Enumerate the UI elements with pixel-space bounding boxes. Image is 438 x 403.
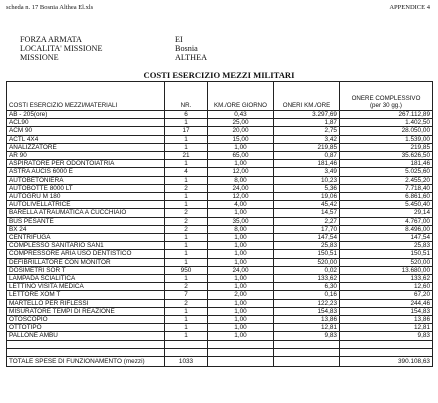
cell-nr: 1 <box>165 242 208 250</box>
table-header-row <box>7 82 433 111</box>
cell-km-giorno: 1,00 <box>208 332 274 340</box>
cell-name: ANALIZZATORE <box>7 143 165 151</box>
cell-nr: 21 <box>165 152 208 160</box>
table-row <box>7 111 433 119</box>
cell-km-giorno: 1,00 <box>208 324 274 332</box>
cell-km-giorno: 8,00 <box>208 225 274 233</box>
cell-nr: 1 <box>165 307 208 315</box>
cell-name: ACTL 4X4 <box>7 135 165 143</box>
cell-nr: 7 <box>165 291 208 299</box>
cell-oneri: 25,83 <box>274 242 340 250</box>
total-label: TOTALE SPESE DI FUNZIONAMENTO (mezzi) <box>7 356 165 366</box>
cell-km-giorno: 0,43 <box>208 111 274 119</box>
cell-complessivo: 5.450,40 <box>340 201 433 209</box>
cell-name: ASPIRATORE PER ODONTOIATRIA <box>7 160 165 168</box>
cell-complessivo: 244,46 <box>340 299 433 307</box>
cell-oneri: 133,62 <box>274 275 340 283</box>
column-header-km-giorno: KM./ORE GIORNO <box>208 82 274 111</box>
blank-row <box>7 348 433 356</box>
cell-complessivo: 13,86 <box>340 316 433 324</box>
cell-complessivo: 12,81 <box>340 324 433 332</box>
cell-nr: 2 <box>165 184 208 192</box>
cell-nr: 1 <box>165 250 208 258</box>
cell-name: LAMPADA SCIALITICA <box>7 275 165 283</box>
cell-name: AUTOBETONIERA <box>7 176 165 184</box>
cell-name: COMPLESSO SANITARIO SAN1 <box>7 242 165 250</box>
cell-nr: 1 <box>165 258 208 266</box>
mission-info <box>20 35 207 63</box>
cell-km-giorno: 1,00 <box>208 250 274 258</box>
cell-oneri: 45,42 <box>274 201 340 209</box>
cell-km-giorno: 2,00 <box>208 291 274 299</box>
cell-nr: 950 <box>165 266 208 274</box>
cell-oneri: 219,85 <box>274 143 340 151</box>
meta-label: LOCALITA' MISSIONE <box>20 44 103 54</box>
column-header-complessivo-period: (per 30 gg.) <box>370 102 402 109</box>
cell-name: PALLONE AMBU <box>7 332 165 340</box>
cell-complessivo: 35.626,50 <box>340 152 433 160</box>
cell-km-giorno: 1,00 <box>208 275 274 283</box>
cell-km-giorno: 8,00 <box>208 176 274 184</box>
cell-complessivo: 150,51 <box>340 250 433 258</box>
table-row <box>7 152 433 160</box>
meta-value: Bosnia <box>175 44 198 54</box>
cell-nr: 1 <box>165 119 208 127</box>
cell-oneri: 12,81 <box>274 324 340 332</box>
cell-oneri: 150,51 <box>274 250 340 258</box>
table-row <box>7 217 433 225</box>
cell-oneri: 13,86 <box>274 316 340 324</box>
cell-km-giorno: 1,00 <box>208 143 274 151</box>
cell-complessivo: 67,20 <box>340 291 433 299</box>
cell-complessivo: 2.455,20 <box>340 176 433 184</box>
cell-name: AUTOBOTTE 8000 LT <box>7 184 165 192</box>
table-row <box>7 193 433 201</box>
table-row <box>7 316 433 324</box>
cell-complessivo: 12,60 <box>340 283 433 291</box>
cell-oneri: 3,49 <box>274 168 340 176</box>
table-row <box>7 250 433 258</box>
cell-km-giorno: 1,00 <box>208 160 274 168</box>
cell-complessivo: 1.402,50 <box>340 119 433 127</box>
cell-nr: 1 <box>165 332 208 340</box>
meta-value: ALTHEA <box>175 53 207 63</box>
cell-km-giorno: 1,00 <box>208 209 274 217</box>
column-header-oneri: ONERI KM./ORE <box>274 82 340 111</box>
cell-name: ACL90 <box>7 119 165 127</box>
cell-name: MARTELLO PER RIFLESSI <box>7 299 165 307</box>
cell-km-giorno: 12,00 <box>208 193 274 201</box>
cell-complessivo: 7.718,40 <box>340 184 433 192</box>
column-header-complessivo-label: ONERE COMPLESSIVO <box>351 95 421 102</box>
table-row <box>7 242 433 250</box>
table-row <box>7 234 433 242</box>
meta-row-localita <box>20 44 207 53</box>
cell-oneri: 0,02 <box>274 266 340 274</box>
cell-oneri: 3,42 <box>274 135 340 143</box>
cell-km-giorno: 4,00 <box>208 201 274 209</box>
cell-name: COMPRESSORE ARIA USO DENTISTICO <box>7 250 165 258</box>
cell-km-giorno: 1,00 <box>208 316 274 324</box>
cell-complessivo: 8.496,00 <box>340 225 433 233</box>
cell-oneri: 2,27 <box>274 217 340 225</box>
cell-oneri: 17,70 <box>274 225 340 233</box>
cell-km-giorno: 1,00 <box>208 242 274 250</box>
cell-nr: 1 <box>165 275 208 283</box>
table-row <box>7 160 433 168</box>
blank-row <box>7 340 433 348</box>
cell-complessivo: 9,83 <box>340 332 433 340</box>
table-row <box>7 176 433 184</box>
table-row <box>7 324 433 332</box>
cell-nr: 17 <box>165 127 208 135</box>
cell-nr: 2 <box>165 299 208 307</box>
cell-nr: 1 <box>165 160 208 168</box>
cell-complessivo: 267.112,89 <box>340 111 433 119</box>
meta-label: FORZA ARMATA <box>20 35 82 44</box>
cell-km-giorno: 35,00 <box>208 217 274 225</box>
table-row <box>7 291 433 299</box>
cell-oneri: 147,54 <box>274 234 340 242</box>
table-row <box>7 225 433 233</box>
table-row <box>7 307 433 315</box>
cell-oneri: 520,00 <box>274 258 340 266</box>
table-row <box>7 258 433 266</box>
column-header-nr: NR. <box>165 82 208 111</box>
cell-nr: 1 <box>165 135 208 143</box>
cell-complessivo: 25,83 <box>340 242 433 250</box>
cell-complessivo: 133,62 <box>340 275 433 283</box>
cell-name: AR 90 <box>7 152 165 160</box>
cell-complessivo: 520,00 <box>340 258 433 266</box>
cell-nr: 6 <box>165 111 208 119</box>
cell-oneri: 2,75 <box>274 127 340 135</box>
total-amount: 390.108,63 <box>340 356 433 366</box>
cell-oneri: 181,46 <box>274 160 340 168</box>
cell-name: BUS PESANTE <box>7 217 165 225</box>
cell-oneri: 5,36 <box>274 184 340 192</box>
cell-name: LETTORE XOM T <box>7 291 165 299</box>
table-row <box>7 127 433 135</box>
meta-row-missione <box>20 53 207 62</box>
table-row <box>7 283 433 291</box>
cell-name: DEFIBRILLATORE CON MONITOR <box>7 258 165 266</box>
table-row <box>7 209 433 217</box>
cell-km-giorno: 24,00 <box>208 266 274 274</box>
cell-name: OTTOTIPO <box>7 324 165 332</box>
meta-row-forza-armata <box>20 35 207 44</box>
cell-km-giorno: 65,00 <box>208 152 274 160</box>
table-row <box>7 135 433 143</box>
cell-nr: 1 <box>165 324 208 332</box>
column-header-name: COSTI ESERCIZIO MEZZI/MATERIALI <box>7 82 165 111</box>
cell-oneri: 154,83 <box>274 307 340 315</box>
column-header-complessivo <box>340 82 433 111</box>
cell-name: AUTOLIVELLATRICE <box>7 201 165 209</box>
table-row <box>7 143 433 151</box>
table-row <box>7 299 433 307</box>
cell-oneri: 6,30 <box>274 283 340 291</box>
table-row <box>7 184 433 192</box>
cell-km-giorno: 24,00 <box>208 184 274 192</box>
cell-complessivo: 13.680,00 <box>340 266 433 274</box>
cell-oneri: 122,23 <box>274 299 340 307</box>
cell-name: OTOSCOPIO <box>7 316 165 324</box>
cell-oneri: 0,87 <box>274 152 340 160</box>
cell-name: AB - 205(ore) <box>7 111 165 119</box>
cell-nr: 1 <box>165 143 208 151</box>
table-row <box>7 119 433 127</box>
cell-oneri: 10,23 <box>274 176 340 184</box>
cell-oneri: 14,57 <box>274 209 340 217</box>
cell-complessivo: 4.767,00 <box>340 217 433 225</box>
table-row <box>7 275 433 283</box>
table-row <box>7 168 433 176</box>
table-row <box>7 201 433 209</box>
table-row <box>7 332 433 340</box>
total-row <box>7 356 433 366</box>
cell-nr: 2 <box>165 209 208 217</box>
cell-name: LETTINO VISITA MEDICA <box>7 283 165 291</box>
costs-table <box>6 81 433 367</box>
meta-value: EI <box>175 35 183 44</box>
cell-name: ASTRA AUCIS 6000 E <box>7 168 165 176</box>
cell-nr: 1 <box>165 193 208 201</box>
cell-complessivo: 6.861,60 <box>340 193 433 201</box>
cell-complessivo: 28.050,00 <box>340 127 433 135</box>
cell-name: BARELLA ATRAUMATICA A CUCCHIAIO <box>7 209 165 217</box>
appendix-header: APPENDICE 4 <box>389 4 430 11</box>
cell-km-giorno: 1,00 <box>208 234 274 242</box>
cell-oneri: 3.297,69 <box>274 111 340 119</box>
cell-nr: 2 <box>165 225 208 233</box>
cell-km-giorno: 1,00 <box>208 299 274 307</box>
cell-complessivo: 154,83 <box>340 307 433 315</box>
cell-km-giorno: 25,00 <box>208 119 274 127</box>
cell-complessivo: 181,46 <box>340 160 433 168</box>
cell-nr: 1 <box>165 201 208 209</box>
cell-nr: 1 <box>165 316 208 324</box>
cell-km-giorno: 12,00 <box>208 168 274 176</box>
table-row <box>7 266 433 274</box>
meta-label: MISSIONE <box>20 53 59 63</box>
cell-km-giorno: 15,00 <box>208 135 274 143</box>
cell-nr: 2 <box>165 283 208 291</box>
file-name-header: scheda n. 17 Bosnia Althea El.xls <box>6 4 94 11</box>
cell-name: CENTRIFUGA <box>7 234 165 242</box>
total-nr: 1033 <box>165 356 208 366</box>
cell-oneri: 1,87 <box>274 119 340 127</box>
cell-oneri: 19,06 <box>274 193 340 201</box>
table-body <box>7 111 433 341</box>
cell-nr: 1 <box>165 234 208 242</box>
cell-oneri: 0,16 <box>274 291 340 299</box>
cell-name: AUTOGRU M 180 <box>7 193 165 201</box>
cell-km-giorno: 1,00 <box>208 283 274 291</box>
cell-complessivo: 5.025,60 <box>340 168 433 176</box>
cell-nr: 1 <box>165 176 208 184</box>
page-title: COSTI ESERCIZIO MEZZI MILITARI <box>143 70 295 80</box>
cell-km-giorno: 20,00 <box>208 127 274 135</box>
cell-nr: 4 <box>165 168 208 176</box>
cell-name: DOSIMETRI SOR T <box>7 266 165 274</box>
cell-oneri: 9,83 <box>274 332 340 340</box>
cell-km-giorno: 1,00 <box>208 307 274 315</box>
cell-nr: 2 <box>165 217 208 225</box>
cell-name: BX 24 <box>7 225 165 233</box>
cell-complessivo: 1.539,00 <box>340 135 433 143</box>
cell-complessivo: 219,85 <box>340 143 433 151</box>
cell-km-giorno: 1,00 <box>208 258 274 266</box>
cell-name: ACM 90 <box>7 127 165 135</box>
cell-complessivo: 29,14 <box>340 209 433 217</box>
cell-name: MISURATORE TEMPI DI REAZIONE <box>7 307 165 315</box>
cell-complessivo: 147,54 <box>340 234 433 242</box>
